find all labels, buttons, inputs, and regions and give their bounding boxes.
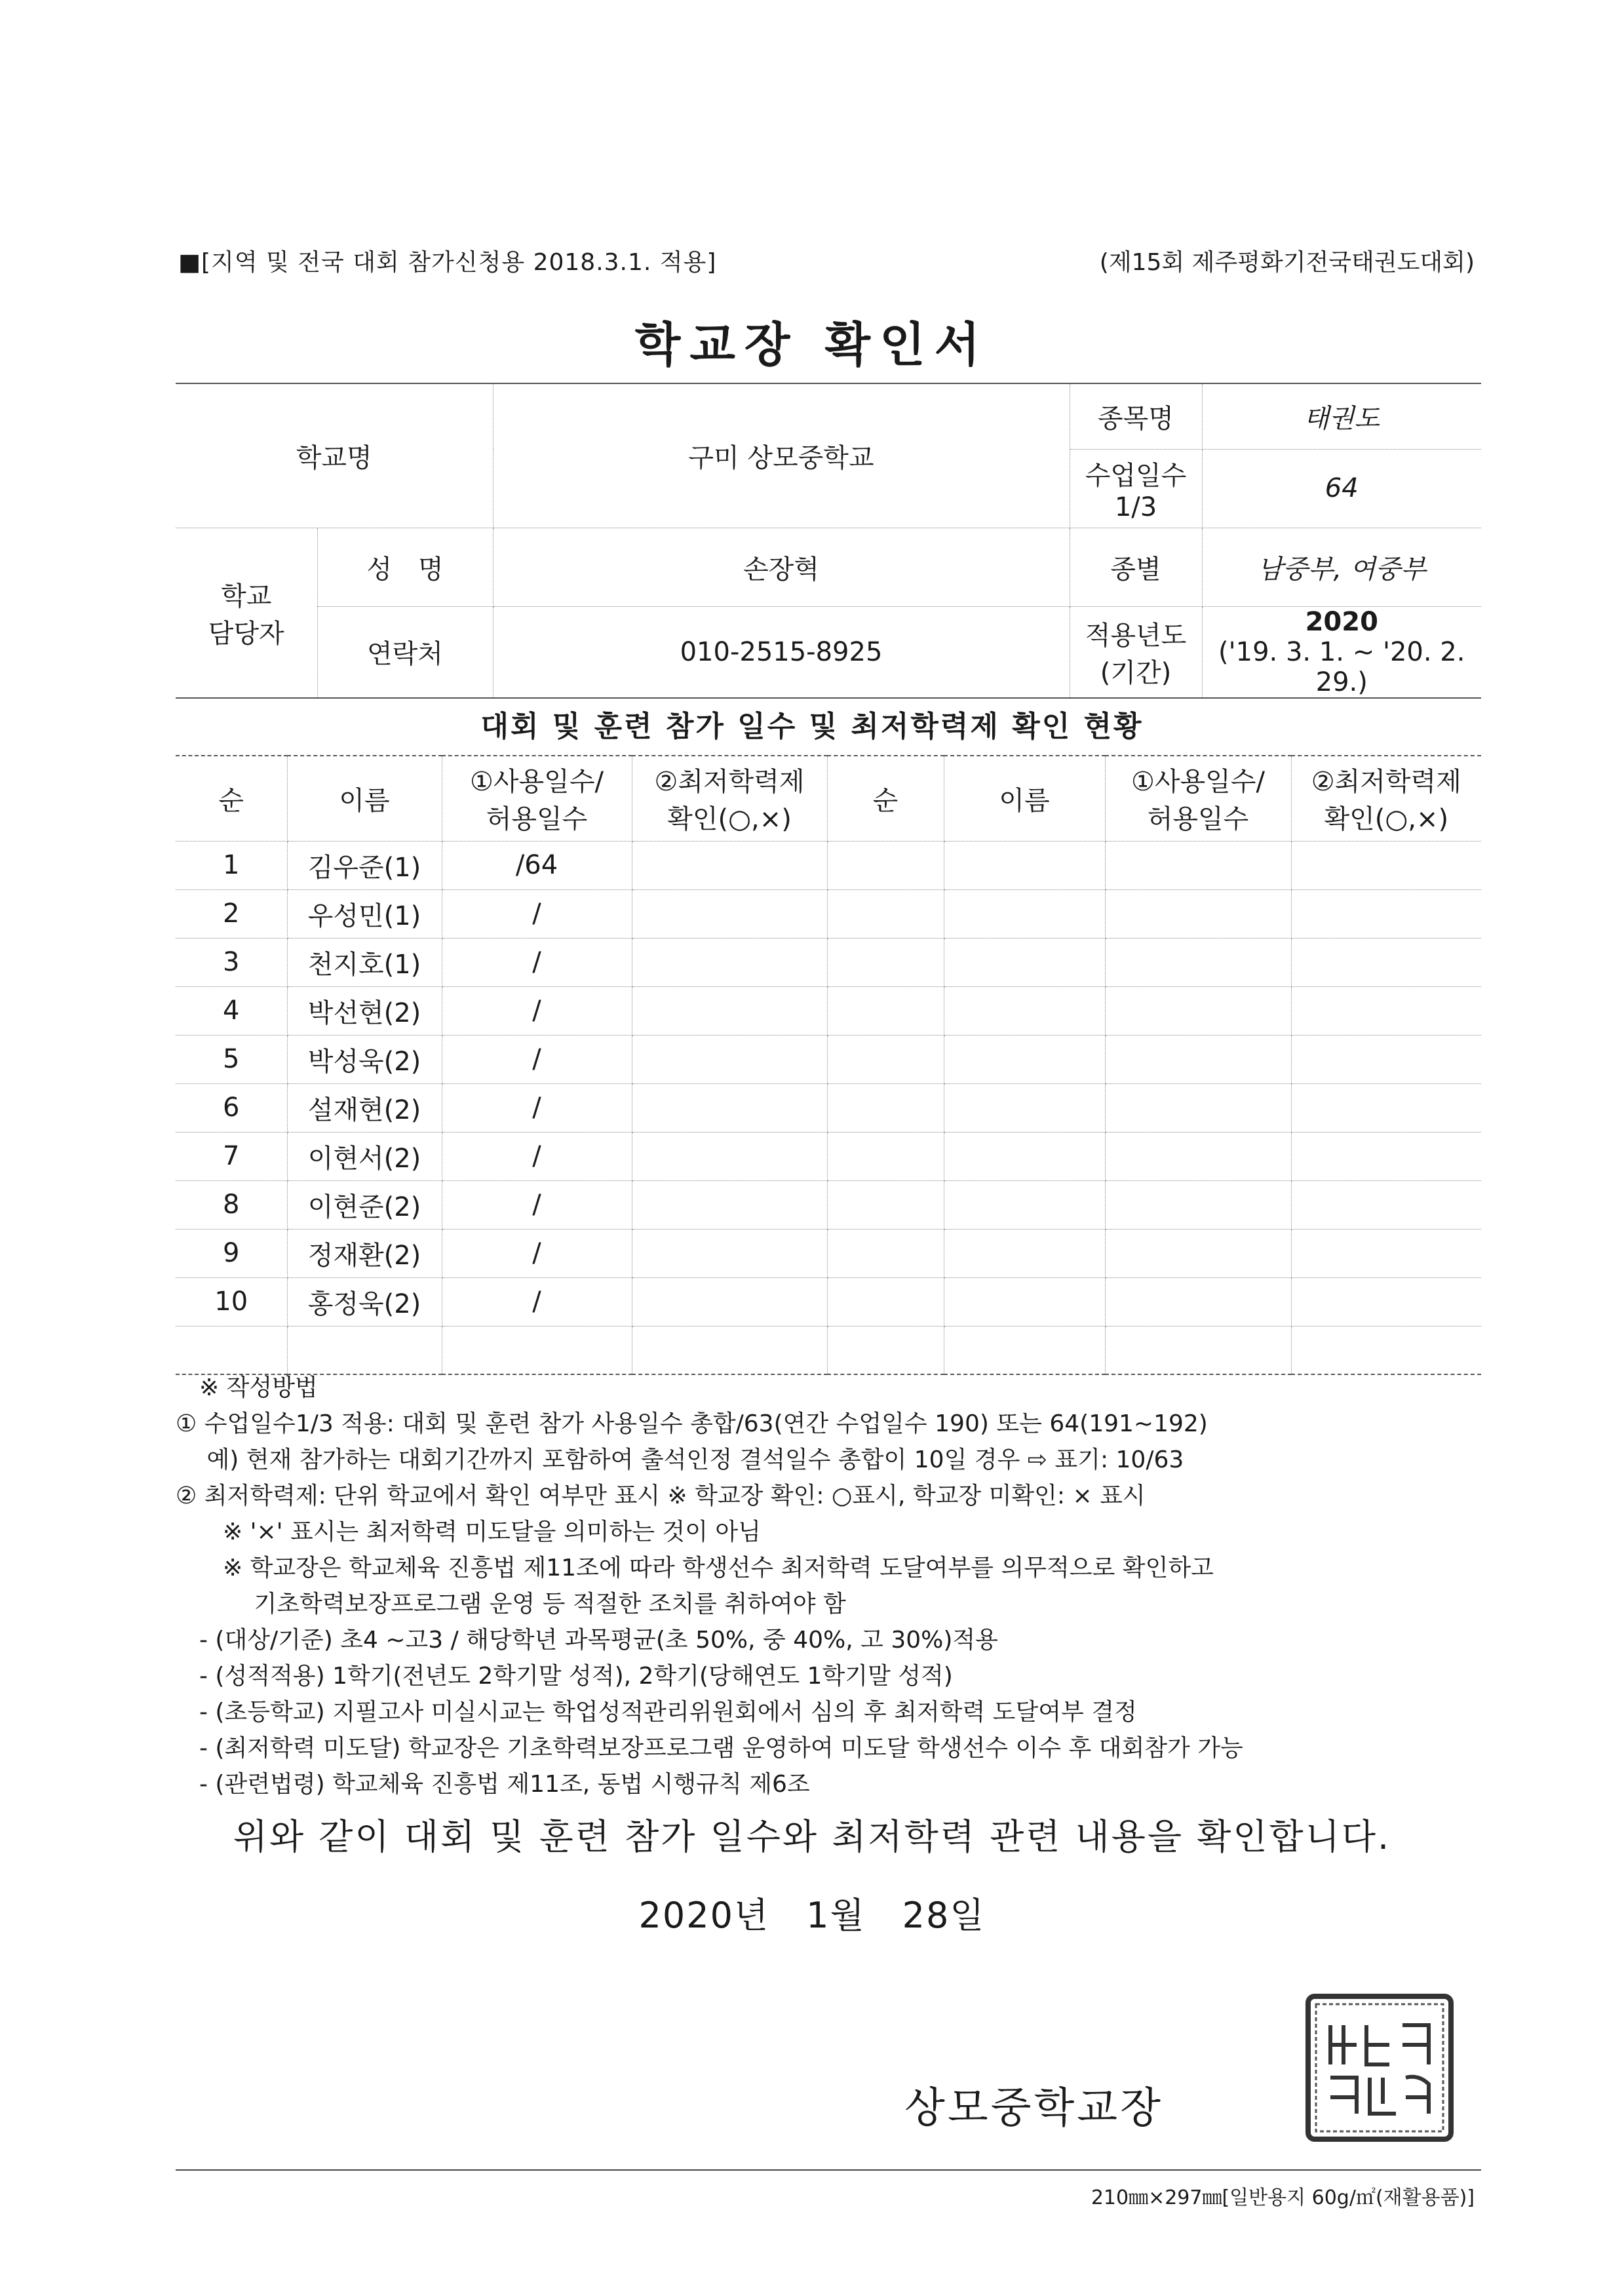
sport-value: 태권도 — [1202, 383, 1481, 449]
cell-name2 — [944, 1180, 1105, 1229]
official-seal — [1304, 1992, 1455, 2143]
year-label: 적용년도 (기간) — [1070, 606, 1202, 698]
header-min-2: ②최저학력제 확인(○,×) — [1291, 756, 1481, 841]
school-name-label: 학교명 — [176, 383, 493, 528]
cell-name2 — [944, 1035, 1105, 1083]
header-days-2: ①사용일수/ 허용일수 — [1105, 756, 1291, 841]
cell-no: 4 — [176, 986, 287, 1035]
class-days-value: 64 — [1202, 449, 1481, 528]
cell-min2 — [1291, 1229, 1481, 1277]
table-row — [176, 841, 1481, 889]
cell-min — [632, 1180, 827, 1229]
contact-value: 010-2515-8925 — [493, 606, 1070, 698]
cell-name: 천지호(1) — [287, 938, 442, 986]
cell-name: 우성민(1) — [287, 889, 442, 938]
cell-min2 — [1291, 1277, 1481, 1326]
cell-no2 — [827, 889, 944, 938]
cell-min — [632, 938, 827, 986]
footer-divider — [176, 2169, 1481, 2171]
cell-name2 — [944, 938, 1105, 986]
cell-days: / — [442, 986, 632, 1035]
cell-no: 10 — [176, 1277, 287, 1326]
table-row — [176, 1326, 1481, 1374]
cell-no: 6 — [176, 1083, 287, 1132]
staff-name: 손장혁 — [493, 528, 1070, 606]
cell-min2 — [1291, 1132, 1481, 1180]
cell-no2 — [827, 938, 944, 986]
cell-no2 — [827, 1035, 944, 1083]
cell-name — [287, 1326, 442, 1374]
cell-no2 — [827, 1083, 944, 1132]
cell-days: / — [442, 1180, 632, 1229]
cell-days2 — [1105, 1035, 1291, 1083]
cell-no2 — [827, 1229, 944, 1277]
cell-min — [632, 1326, 827, 1374]
confirmation-text: 위와 같이 대회 및 훈련 참가 일수와 최저학력 관련 내용을 확인합니다. — [233, 1816, 1391, 1857]
cell-no2 — [827, 1132, 944, 1180]
cell-min — [632, 986, 827, 1035]
cell-days2 — [1105, 1277, 1291, 1326]
cell-min — [632, 1277, 827, 1326]
instruction-line: - (최저학력 미도달) 학교장은 기초학력보장프로그램 운영하여 미도달 학생선수 이수 후 대회참가 가능 — [176, 1735, 1243, 1762]
cell-min2 — [1291, 938, 1481, 986]
instruction-line: 예) 현재 참가하는 대회기간까지 포함하여 출석인정 결석일수 총합이 10일 경우 ⇨ 표기: 10/63 — [176, 1446, 1184, 1473]
cell-name: 박선현(2) — [287, 986, 442, 1035]
table-row — [176, 1035, 1481, 1083]
table-row — [176, 1132, 1481, 1180]
cell-days: / — [442, 1229, 632, 1277]
table-row — [176, 889, 1481, 938]
instructions — [176, 1370, 1486, 1802]
instruction-line: ※ 학교장은 학교체육 진흥법 제11조에 따라 학생선수 최저학력 도달여부를 의무적으로 확인하고 — [176, 1555, 1214, 1581]
cell-name: 설재현(2) — [287, 1083, 442, 1132]
cell-name2 — [944, 1083, 1105, 1132]
contact-label: 연락처 — [317, 606, 493, 698]
cell-no2 — [827, 986, 944, 1035]
instruction-line: ② 최저학력제: 단위 학교에서 확인 여부만 표시 ※ 학교장 확인: ○표시, 학교장 미확인: × 표시 — [176, 1482, 1146, 1509]
cell-name2 — [944, 1277, 1105, 1326]
cell-days: / — [442, 938, 632, 986]
paper-spec: 210㎜×297㎜[일반용지 60g/㎡(재활용품)] — [1091, 2186, 1475, 2209]
cell-name: 이현준(2) — [287, 1180, 442, 1229]
cell-name: 홍정욱(2) — [287, 1277, 442, 1326]
header-no-2: 순 — [827, 756, 944, 841]
table-row — [176, 1229, 1481, 1277]
cell-min2 — [1291, 1035, 1481, 1083]
cell-days2 — [1105, 1326, 1291, 1374]
cell-name: 이현서(2) — [287, 1132, 442, 1180]
cell-days: / — [442, 1132, 632, 1180]
cell-days2 — [1105, 1132, 1291, 1180]
header-no: 순 — [176, 756, 287, 841]
header-name-2: 이름 — [944, 756, 1105, 841]
cell-days2 — [1105, 889, 1291, 938]
cell-no2 — [827, 1180, 944, 1229]
instruction-line: ※ 작성방법 — [176, 1374, 318, 1401]
cell-name: 김우준(1) — [287, 841, 442, 889]
instruction-line: - (관련법령) 학교체육 진흥법 제11조, 동법 시행규칙 제6조 — [176, 1771, 810, 1798]
cell-days: / — [442, 1083, 632, 1132]
cell-days2 — [1105, 986, 1291, 1035]
school-info-table — [176, 383, 1481, 699]
cell-no: 1 — [176, 841, 287, 889]
form-label: ■[지역 및 전국 대회 참가신청용 2018.3.1. 적용] — [178, 249, 717, 276]
cell-min — [632, 889, 827, 938]
instruction-line: - (대상/기준) 초4 ~고3 / 해당학년 과목평균(초 50%, 중 40%, 고 30%)적용 — [176, 1627, 998, 1654]
header-days: ①사용일수/ 허용일수 — [442, 756, 632, 841]
cell-name2 — [944, 986, 1105, 1035]
cell-no: 5 — [176, 1035, 287, 1083]
cell-name2 — [944, 841, 1105, 889]
cell-days: /64 — [442, 841, 632, 889]
sport-label: 종목명 — [1070, 383, 1202, 449]
header-name: 이름 — [287, 756, 442, 841]
instruction-line: - (성적적용) 1학기(전년도 2학기말 성적), 2학기(당해연도 1학기말 성적) — [176, 1663, 953, 1690]
participation-title: 대회 및 훈련 참가 일수 및 최저학력제 확인 현황 — [480, 710, 1144, 743]
principal-name: 상모중학교장 — [904, 2084, 1163, 2133]
cell-no — [176, 1326, 287, 1374]
event-name: (제15회 제주평화기전국태권도대회) — [1099, 249, 1475, 276]
class-days-label: 수업일수 1/3 — [1070, 449, 1202, 528]
category-label: 종별 — [1070, 528, 1202, 606]
cell-no2 — [827, 1277, 944, 1326]
cell-min — [632, 1132, 827, 1180]
cell-no2 — [827, 1326, 944, 1374]
cell-days: / — [442, 1035, 632, 1083]
header-min: ②최저학력제 확인(○,×) — [632, 756, 827, 841]
cell-no: 7 — [176, 1132, 287, 1180]
cell-no2 — [827, 841, 944, 889]
cell-days — [442, 1326, 632, 1374]
cell-min — [632, 1083, 827, 1132]
cell-min2 — [1291, 1180, 1481, 1229]
cell-days2 — [1105, 1180, 1291, 1229]
cell-days: / — [442, 889, 632, 938]
cell-name2 — [944, 889, 1105, 938]
cell-min2 — [1291, 1326, 1481, 1374]
table-row — [176, 938, 1481, 986]
name-label: 성 명 — [317, 528, 493, 606]
table-row — [176, 1180, 1481, 1229]
instruction-line: 기초학력보장프로그램 운영 등 적절한 조치를 취하여야 함 — [176, 1591, 846, 1618]
cell-name2 — [944, 1132, 1105, 1180]
cell-days2 — [1105, 1229, 1291, 1277]
participation-table — [176, 755, 1481, 1375]
cell-min2 — [1291, 841, 1481, 889]
staff-label: 학교 담당자 — [176, 528, 317, 698]
cell-no: 9 — [176, 1229, 287, 1277]
table-row — [176, 1083, 1481, 1132]
cell-min — [632, 841, 827, 889]
year-value: 2020 ('19. 3. 1. ~ '20. 2. 29.) — [1202, 606, 1481, 698]
cell-days2 — [1105, 1083, 1291, 1132]
cell-name2 — [944, 1229, 1105, 1277]
cell-days2 — [1105, 938, 1291, 986]
cell-min — [632, 1035, 827, 1083]
school-name-value: 구미 상모중학교 — [493, 383, 1070, 528]
document-title: 학교장 확인서 — [634, 317, 990, 372]
cell-min2 — [1291, 986, 1481, 1035]
cell-min2 — [1291, 1083, 1481, 1132]
cell-no: 8 — [176, 1180, 287, 1229]
cell-days2 — [1105, 841, 1291, 889]
cell-no: 2 — [176, 889, 287, 938]
table-row — [176, 1277, 1481, 1326]
cell-name2 — [944, 1326, 1105, 1374]
document-date: 2020년 1월 28일 — [638, 1895, 986, 1936]
table-row — [176, 986, 1481, 1035]
category-value: 남중부, 여중부 — [1202, 528, 1481, 606]
cell-min2 — [1291, 889, 1481, 938]
instruction-line: ① 수업일수1/3 적용: 대회 및 훈련 참가 사용일수 총합/63(연간 수업일수 190) 또는 64(191~192) — [176, 1410, 1208, 1437]
cell-days: / — [442, 1277, 632, 1326]
instruction-line: ※ '×' 표시는 최저학력 미도달을 의미하는 것이 아님 — [176, 1519, 761, 1545]
instruction-line: - (초등학교) 지필고사 미실시교는 학업성적관리위원회에서 심의 후 최저학력 도달여부 결정 — [176, 1699, 1137, 1726]
cell-min — [632, 1229, 827, 1277]
cell-name: 박성욱(2) — [287, 1035, 442, 1083]
cell-name: 정재환(2) — [287, 1229, 442, 1277]
cell-no: 3 — [176, 938, 287, 986]
